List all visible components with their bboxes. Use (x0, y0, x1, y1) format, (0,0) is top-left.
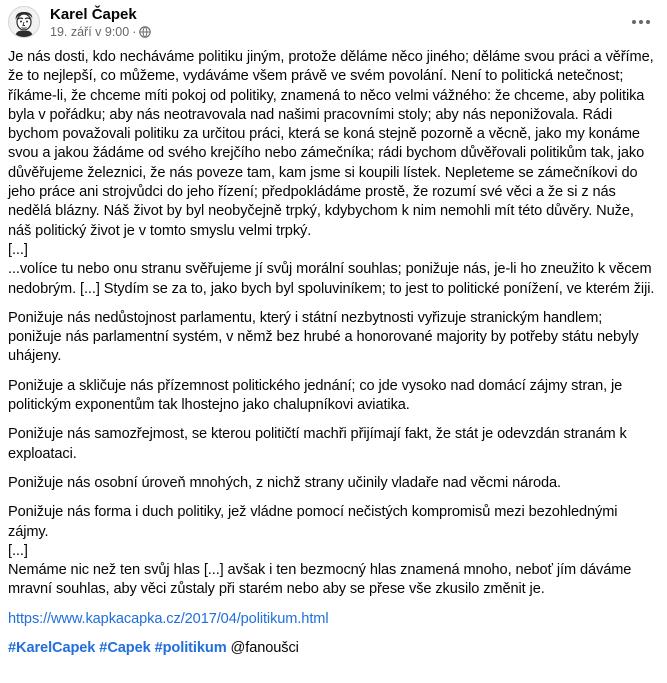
portrait-drawing-icon (9, 7, 39, 37)
paragraph-4: Ponižuje a skličuje nás přízemnost politického jednání; co jde vysoko nad domácí zájmy stran, je politickým exponentům tak lhostejno jako chalupníkovi aviatika. (8, 377, 623, 414)
paragraph-5: Ponižuje nás samozřejmost, se kterou političtí machři přijímají fakt, že stát je odevzdán stranám k exploataci. (8, 426, 627, 462)
post-meta (50, 5, 151, 40)
hashtag-row (8, 639, 656, 658)
mention-link[interactable]: @fanoušci (230, 640, 299, 657)
author-name[interactable]: Karel Čapek (50, 5, 137, 23)
paragraph-6: Ponižuje nás osobní úroveň mnohých, z nichž strany učinily vladaře nad věcmi národa. (8, 474, 561, 491)
hashtag-link[interactable]: #Capek (99, 640, 151, 657)
paragraph-7: Ponižuje nás forma i duch politiky, jež vládne pomocí nečistých kompromisů mezi bezohlednými zájmy. (8, 504, 618, 540)
ellipsis-2: [...] (8, 542, 28, 559)
paragraph-1: Je nás dosti, kdo necháváme politiku jiným, protože děláme něco jiného; děláme svou práci a věříme, že to nejlepší, co můžeme, vydáváme všem právě ve svém povolání. Není to politická netečnost; říkáme-li, že chceme míti pokoj od politiky, znamená to něco velmi vážného: že chceme, aby politika byla v pořádku; aby nás neotravovala nad našimi pracovními stoly; aby nás neponižovala. Rádi bychom považovali politiku za určitou práci, která se koná stejně pozorně a věcně, jako my konáme svou a jakou žádáme od svého krejčího nebo zámečníka; rádi bychom důvěřovali politikům tak, jako důvěřujeme železnici, že nás poveze tam, kam jsme si koupili lístek. Nepleteme se zámečníkovi do jeho práce ani strojvůdci do jeho řízení; předpokládáme prostě, že rozumí své věci a že si z nás nedělá blázny. Náš život by byl neobyčejně trpký, kdybychom k nim nemohli mít této důvěry. Nuže, náš politický život je v tomto smyslu velmi trpký. (8, 49, 654, 239)
meta-separator: · (132, 24, 137, 39)
hashtag-link[interactable]: #KarelCapek (8, 640, 96, 657)
paragraph-2: ...volíce tu nebo onu stranu svěřujeme jí svůj morální souhlas; ponižuje nás, je-li ho zneužito k věcem nedobrým. [...] Stydím se za to, jako bych byl spoluviníkem; to jest to politické ponížení, ve kterém žiji. (8, 261, 655, 297)
source-link-row (8, 610, 656, 629)
paragraph-8: Nemáme nic než ten svůj hlas [...] avšak i ten bezmocný hlas znamená mnoho, neboť jím dáváme mravní souhlas, aby věci zůstaly při starém nebo aby se přese vše zkusilo změnit je. (8, 562, 632, 598)
post-body (8, 48, 656, 668)
more-options-button[interactable] (627, 8, 655, 36)
post-header (8, 4, 151, 40)
more-horizontal-icon (631, 19, 651, 25)
post-timestamp[interactable]: 19. září v 9:00 (50, 24, 130, 39)
hashtag-link[interactable]: #politikum (154, 640, 227, 657)
ellipsis-1: [...] (8, 241, 28, 258)
paragraph-3: Ponižuje nás nedůstojnost parlamentu, který i státní nezbytnosti vyřizuje stranickým handlem; ponižuje nás parlamentní systém, v němž bez hrubé a honorované majority by potřeby státu nebyly uhájeny. (8, 309, 639, 365)
post-time-row (50, 24, 151, 40)
globe-icon[interactable] (139, 26, 151, 38)
avatar[interactable] (8, 6, 40, 38)
source-link[interactable]: https://www.kapkacapka.cz/2017/04/politikum.html (8, 610, 329, 627)
